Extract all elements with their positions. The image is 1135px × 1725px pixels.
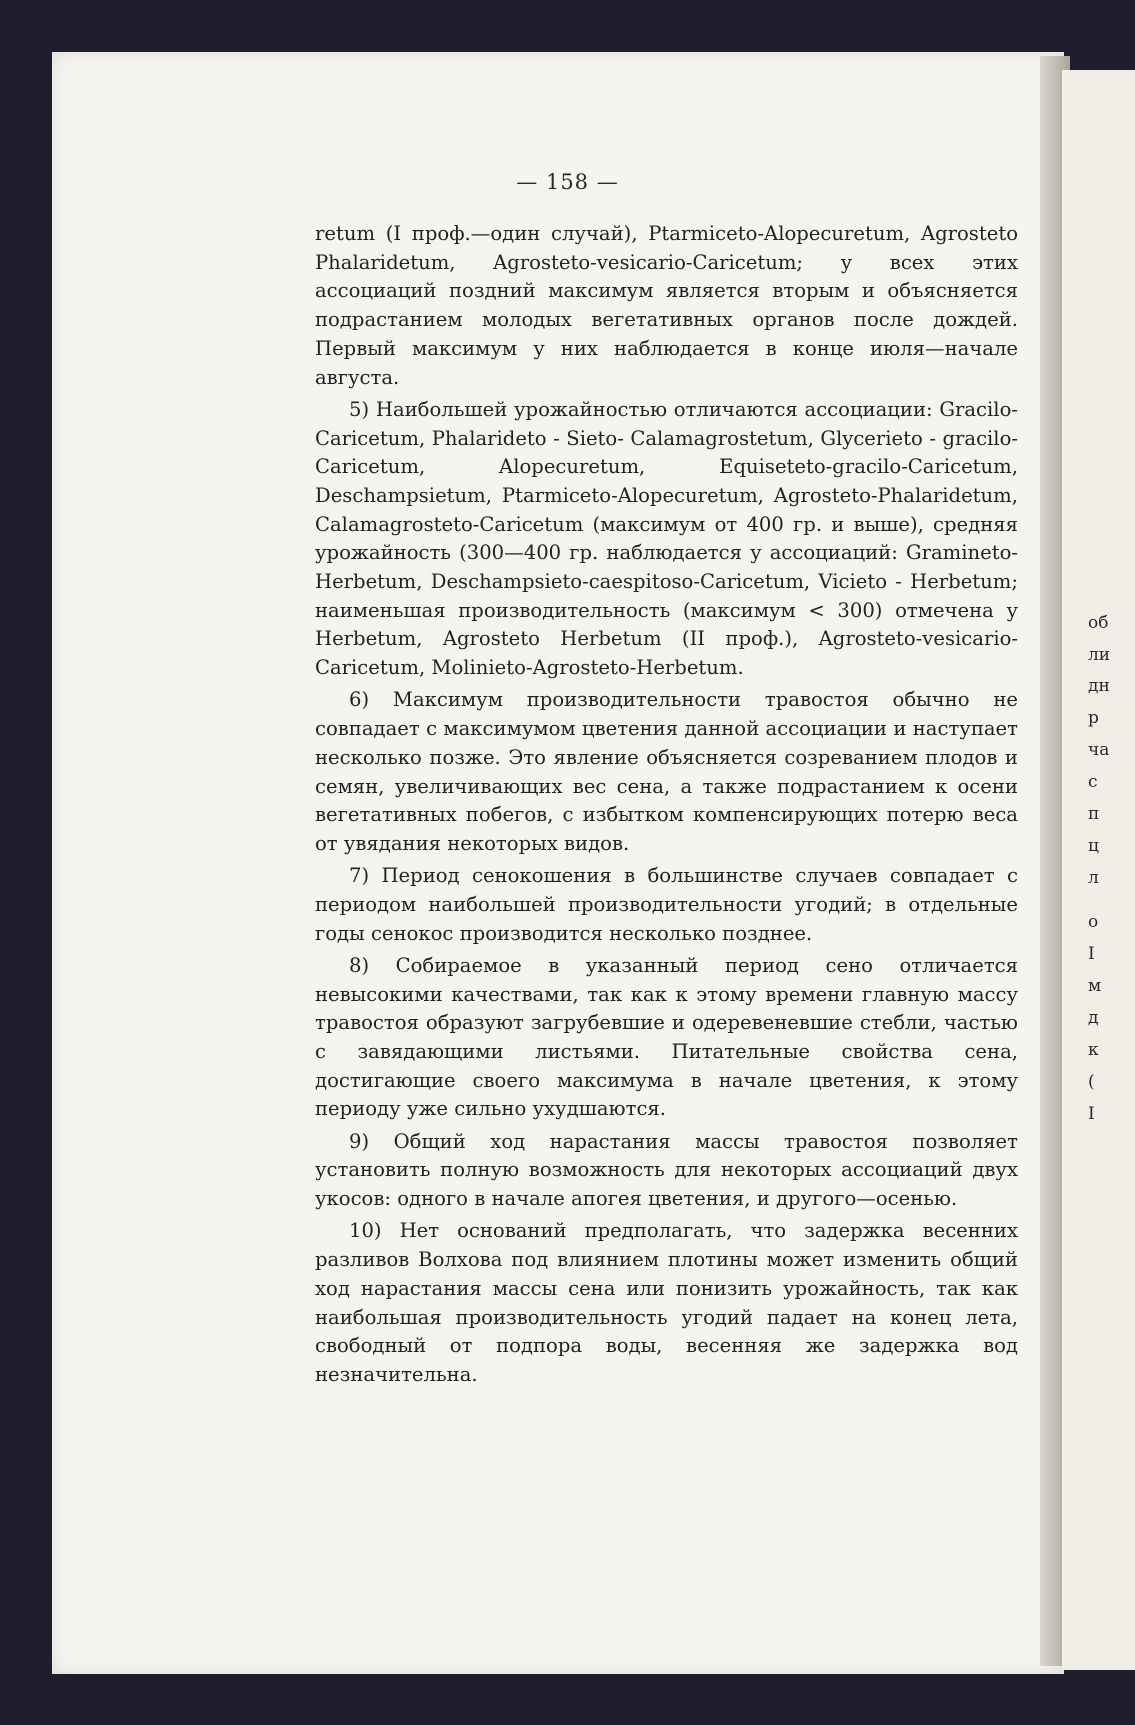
next-page-fragment: м bbox=[1088, 976, 1102, 996]
body-text bbox=[315, 220, 1018, 1393]
next-page-fragment: к bbox=[1088, 1040, 1099, 1060]
paragraph-10: 10) Нет оснований предполагать, что задержка весенних разливов Волхова под влиянием плотины может изменить общий ход нарастания массы сена или понизить урожайность, так как наибольшая производительность угодий падает на конец лета, свободный от подпора воды, весенняя же задержка вод незначительна. bbox=[315, 1219, 1018, 1386]
next-page-fragment: I bbox=[1088, 1104, 1095, 1124]
next-page-fragment: I bbox=[1088, 944, 1095, 964]
next-page-fragment: с bbox=[1088, 772, 1098, 792]
next-page-fragment: ли bbox=[1088, 645, 1111, 665]
next-page-fragment: р bbox=[1088, 708, 1099, 728]
paragraph-continuation: retum (I проф.—один случай), Ptarmiceto-Alopecuretum, Agrosteto Phalaridetum, Agrosteto-vesicario-Caricetum; у всех этих ассоциаций поздний максимум является вторым и объясняется подрастанием молодых вегетативных органов после дождей. Первый максимум у них наблюдается в конце июля—начале августа. bbox=[315, 222, 1018, 389]
next-page-strip bbox=[1062, 70, 1135, 1670]
paragraph-9: 9) Общий ход нарастания массы травостоя позволяет установить полную возможность для некоторых ассоциаций двух укосов: одного в начале апогея цветения, и другого—осенью. bbox=[315, 1129, 1018, 1211]
paragraph-6: 6) Максимум производительности травостоя обычно не совпадает с максимумом цветения данной ассоциации и наступает несколько позже. Это явление объясняется созреванием плодов и семян, увеличивающих вес сена, а также подрастанием к осени вегетативных побегов, с избытком компенсирующих потерю веса от увядания некоторых видов. bbox=[315, 688, 1018, 855]
next-page-fragment: ц bbox=[1088, 836, 1099, 856]
next-page-fragment: ча bbox=[1088, 740, 1110, 760]
paragraph-8: 8) Собираемое в указанный период сено отличается невысокими качествами, так как к этому времени главную массу травостоя образуют загрубевшие и одеревеневшие стебли, частью с завядающими листьями. Питательные свойства сена, достигающие своего максимума в начале цветения, к этому периоду уже сильно ухудшаются. bbox=[315, 953, 1018, 1121]
page-number: — 158 — bbox=[516, 170, 619, 194]
next-page-fragment: о bbox=[1088, 912, 1099, 932]
next-page-fragment: д bbox=[1088, 1008, 1099, 1028]
next-page-fragment: об bbox=[1088, 613, 1109, 633]
paragraph-5: 5) Наибольшей урожайностью отличаются ассоциации: Gracilo-Caricetum, Phalarideto - Sieto- Calamagrostetum, Glycerieto - gracilo-Caricetum, Alopecuretum, Equiseteto-gracilo-Caricetum, Deschampsietum, Ptarmiceto-Alopecuretum, Agrosteto-Phalaridetum, Calamagrosteto-Caricetum (максимум от 400 гр. и выше), средняя урожайность (300—400 гр. наблюдается у ассоциаций: Gramineto-Herbetum, Deschampsieto-caespitoso-Caricetum, Vicieto - Herbetum; наименьшая производительность (максимум < 300) отмечена у Herbetum, Agrosteto Herbetum (II проф.), Agrosteto-vesicario-Caricetum, Molinieto-Agrosteto-Herbetum. bbox=[315, 397, 1018, 680]
next-page-fragment: дн bbox=[1088, 676, 1110, 696]
next-page-fragment: ( bbox=[1088, 1072, 1095, 1092]
next-page-fragment: л bbox=[1088, 868, 1099, 888]
paragraph-7: 7) Период сенокошения в большинстве случаев совпадает с периодом наибольшей производительности угодий; в отдельные годы сенокос производится несколько позднее. bbox=[315, 864, 1018, 945]
next-page-fragment: п bbox=[1088, 804, 1100, 824]
